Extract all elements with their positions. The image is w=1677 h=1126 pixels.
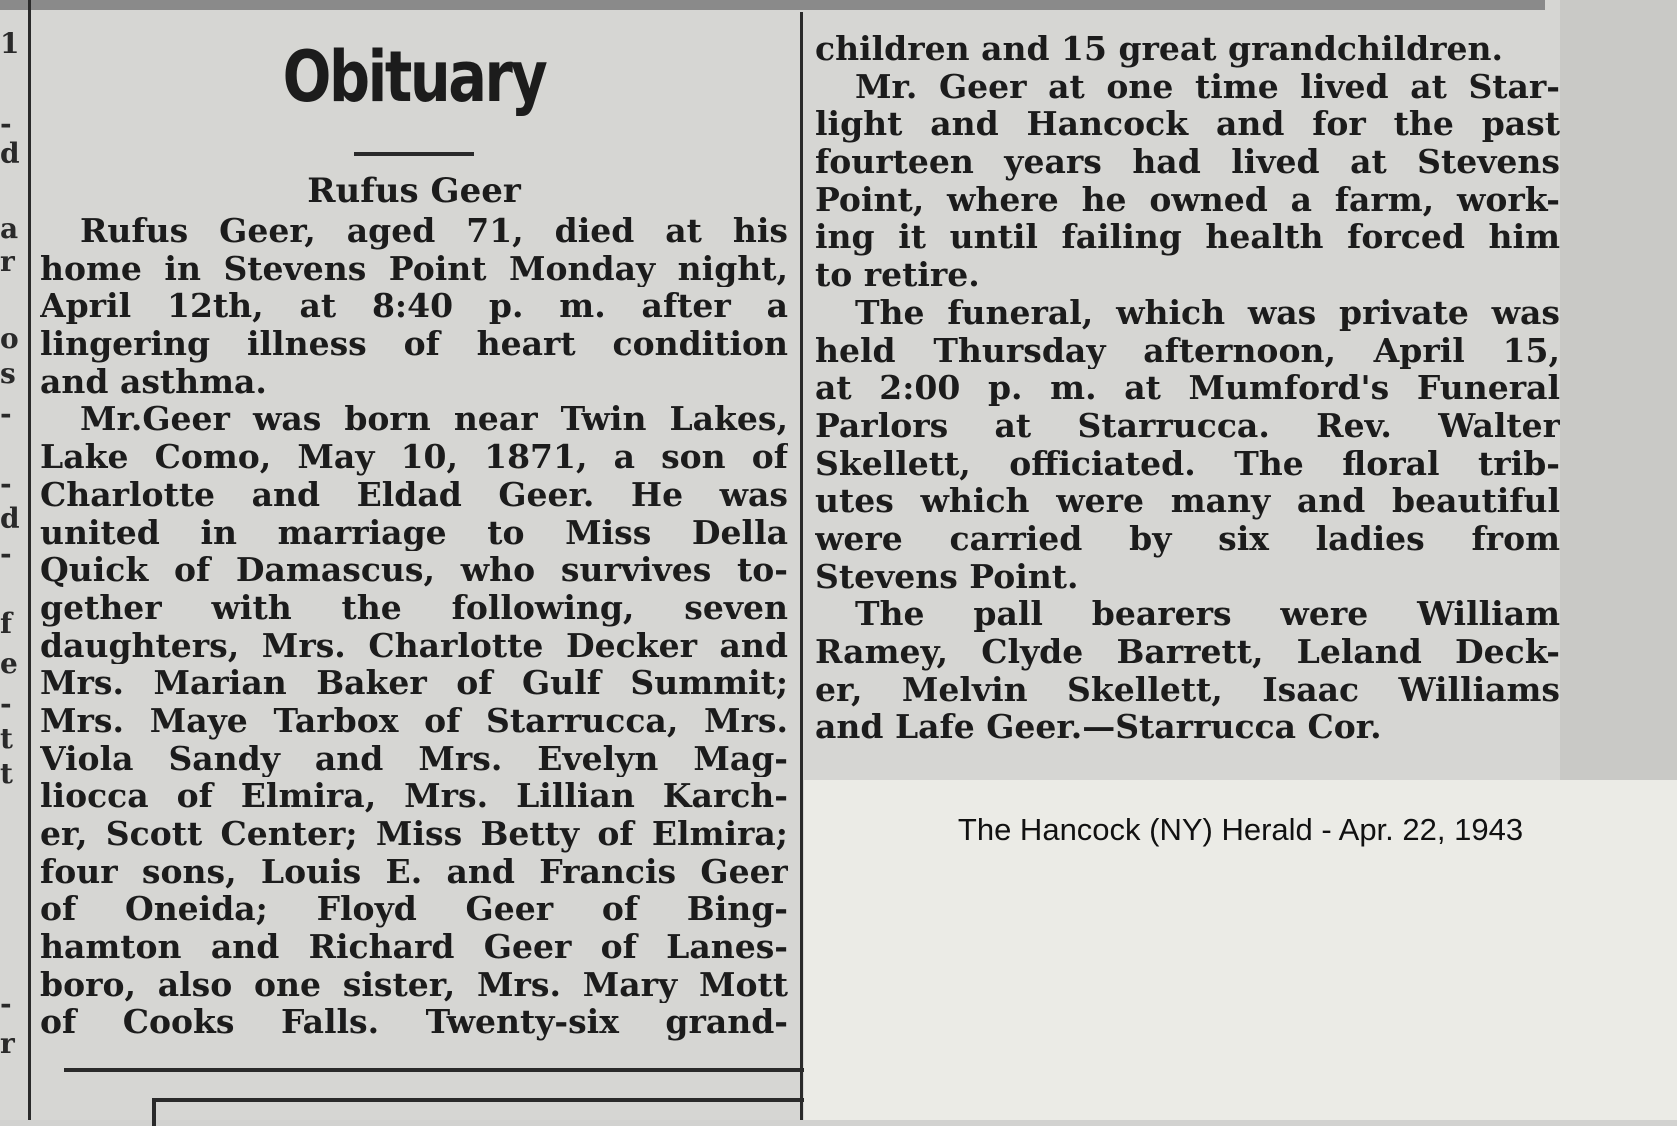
caption-panel: [804, 780, 1677, 1120]
margin-fragment-char: f: [0, 607, 13, 640]
margin-fragment-char: r: [0, 245, 15, 278]
text-line: united in marriage to Miss Della: [40, 513, 788, 552]
text-line: Point, where he owned a farm, work-: [815, 180, 1560, 219]
margin-fragment-char: d: [0, 502, 20, 535]
text-line: utes which were many and beautiful: [815, 482, 1560, 520]
text-line: The pall bearers were William: [855, 595, 1560, 633]
text-line: hamton and Richard Geer of Lanes-: [40, 928, 788, 966]
margin-fragment-char: a: [0, 212, 19, 245]
margin-fragment-char: -: [0, 687, 12, 720]
text-line: home in Stevens Point Monday night,: [40, 249, 788, 288]
text-line: four sons, Louis E. and Francis Geer: [40, 852, 788, 891]
text-line: to retire.: [815, 256, 980, 294]
obituary-heading: Obituary: [282, 36, 546, 118]
text-line: of Oneida; Floyd Geer of Bing-: [40, 890, 788, 929]
text-line: Rufus Geer, aged 71, died at his: [80, 212, 788, 250]
column-divider-rule: [800, 12, 803, 1120]
margin-fragment-char: -: [0, 537, 12, 570]
text-line: fourteen years had lived at Stevens: [815, 143, 1560, 181]
text-line: Ramey, Clyde Barrett, Leland Deck-: [815, 633, 1560, 671]
text-line: were carried by six ladies from: [815, 519, 1560, 558]
text-line: Lake Como, May 10, 1871, a son of: [40, 438, 788, 476]
adjacent-column-fragment: [0, 0, 20, 1120]
heading-divider: [354, 152, 474, 156]
obituary-text-left: [40, 212, 788, 1041]
margin-fragment-char: o: [0, 322, 19, 355]
margin-fragment-char: r: [0, 1027, 15, 1060]
text-line: of Cooks Falls. Twenty-six grand-: [40, 1003, 788, 1042]
margin-fragment-char: -: [0, 107, 12, 140]
source-caption: The Hancock (NY) Herald - Apr. 22, 1943: [957, 812, 1524, 847]
obituary-left-column: [40, 30, 788, 1041]
text-line: er, Melvin Skellett, Isaac Williams: [815, 670, 1560, 709]
text-line: boro, also one sister, Mrs. Mary Mott: [40, 965, 788, 1004]
obituary-subheading: Rufus Geer: [307, 171, 521, 211]
text-line: Stevens Point.: [815, 557, 1079, 596]
text-line: er, Scott Center; Miss Betty of Elmira;: [40, 815, 788, 853]
obituary-right-column: [815, 30, 1560, 746]
margin-fragment-char: s: [0, 357, 16, 390]
bottom-rule: [64, 1068, 804, 1072]
obituary-text-right: [815, 30, 1560, 746]
text-line: Quick of Damascus, who survives to-: [40, 551, 788, 589]
text-line: ing it until failing health forced him: [815, 218, 1560, 257]
margin-fragment-char: e: [0, 647, 18, 680]
text-line: daughters, Mrs. Charlotte Decker and: [40, 626, 788, 665]
margin-fragment-char: -: [0, 397, 12, 430]
top-border-rule: [0, 0, 1545, 10]
text-line: Mrs. Marian Baker of Gulf Summit;: [40, 664, 788, 702]
right-page-margin: [1560, 0, 1677, 780]
text-line: Viola Sandy and Mrs. Evelyn Mag-: [40, 739, 788, 778]
next-article-border: [152, 1098, 816, 1126]
text-line: and asthma.: [40, 362, 267, 401]
margin-fragment-char: t: [0, 722, 13, 755]
text-line: held Thursday afternoon, April 15,: [815, 331, 1560, 370]
margin-fragment-char: d: [0, 137, 20, 170]
text-line: Charlotte and Eldad Geer. He was: [40, 475, 788, 514]
text-line: gether with the following, seven: [40, 588, 788, 627]
text-line: children and 15 great grandchildren.: [815, 30, 1504, 68]
left-column-rule: [28, 0, 31, 1120]
text-line: April 12th, at 8:40 p. m. after a: [40, 287, 788, 326]
margin-fragment-char: t: [0, 757, 13, 790]
text-line: Parlors at Starrucca. Rev. Walter: [815, 406, 1560, 445]
text-line: and Lafe Geer.—Starrucca Cor.: [815, 708, 1382, 747]
text-line: Mr. Geer at one time lived at Star-: [855, 67, 1560, 106]
text-line: Mr.Geer was born near Twin Lakes,: [80, 400, 788, 439]
text-line: liocca of Elmira, Mrs. Lillian Karch-: [40, 777, 788, 815]
margin-fragment-char: -: [0, 467, 12, 500]
text-line: lingering illness of heart condition: [40, 325, 788, 363]
text-line: Skellett, officiated. The floral trib-: [815, 444, 1560, 483]
text-line: light and Hancock and for the past: [815, 105, 1560, 144]
text-line: Mrs. Maye Tarbox of Starrucca, Mrs.: [40, 701, 788, 740]
margin-fragment-char: 1: [0, 27, 20, 60]
margin-fragment-char: -: [0, 987, 12, 1020]
text-line: The funeral, which was private was: [855, 293, 1560, 332]
text-line: at 2:00 p. m. at Mumford's Funeral: [815, 369, 1560, 407]
